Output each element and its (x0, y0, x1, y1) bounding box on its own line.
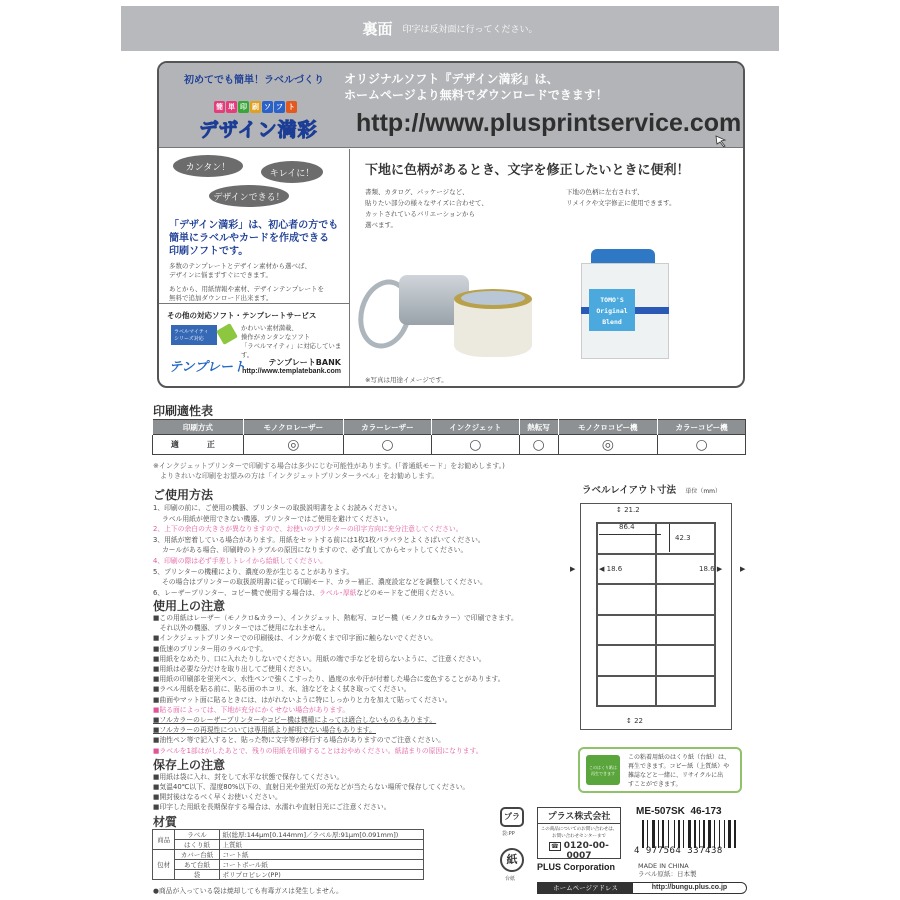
text-line: すことができます。 (628, 781, 682, 788)
table-row (153, 830, 424, 840)
top-banner (121, 6, 779, 51)
recycle-notice (578, 747, 742, 793)
homepage-label: ホームページアドレス (538, 883, 633, 893)
storage-list (153, 772, 469, 812)
group-cell: 包材 (153, 850, 175, 880)
text-line: 再生できます。コピー紙（上質紙）や (628, 763, 730, 770)
tag-icon (216, 323, 238, 345)
usage-item: ラベル用紙が使用できない機器、プリンターではご使用を避けてください。 (153, 514, 393, 523)
soft-char-badge: 簡 (216, 103, 223, 111)
paper-label: 台紙 (505, 876, 516, 882)
dim-value: 18.6 (606, 565, 623, 573)
materials-note: ●商品が入っている袋は焼却しても有毒ガスは発生しません。 (153, 887, 343, 895)
caution-item: ■ラベル用紙を貼る前に、貼る面のホコリ、水、油などをよく拭き取ってください。 (153, 685, 411, 694)
storage-title: 保存上の注意 (153, 758, 226, 772)
table-header: 熱転写 (519, 420, 558, 435)
text-line: 「ラベルマイティ」に対応しています。 (241, 343, 342, 359)
corp-english-name: PLUS Corporation (537, 862, 615, 872)
table-row (153, 870, 424, 880)
logo-soft-badges (214, 101, 297, 113)
layout-title (582, 482, 721, 496)
bottom-margin-dim: ↕ 22 (626, 717, 644, 725)
label-height-dim: 42.3 (675, 534, 691, 542)
promo-header (159, 63, 743, 148)
left-arrow-icon: ▶ (570, 565, 576, 573)
text-line: お問い合わせセンターまで (552, 834, 606, 839)
cautions-title: 使用上の注意 (153, 599, 226, 613)
table-header-row (153, 420, 746, 435)
text-line: 下地の色柄に左右されず、 (566, 188, 644, 196)
software-description-heading (169, 219, 338, 258)
soft-char-badge: 刷 (252, 103, 259, 111)
use-case-heading: 下地に色柄があるとき、文字を修正したいときに便利！ (365, 163, 690, 178)
tin-label-line: TOMO'S (600, 296, 624, 304)
item-cell: カバー台紙 (175, 850, 219, 860)
contact-text (538, 826, 620, 840)
caution-item: ■インクジェットプリンターでの印刷後は、インクが乾くまで印字面に触らないでください。 (153, 634, 437, 643)
free-dial-number (538, 841, 620, 861)
dial-value: 0120-00-0007 (563, 841, 609, 861)
company-name: プラス株式会社 (538, 808, 620, 824)
body-line: 多数のテンプレートとデザイン素材から選べば、 (169, 262, 311, 270)
right-arrow-icon: ▶ (740, 565, 746, 573)
caution-item: ■貼る面によっては、下地が充分にかくせない場合があります。 (153, 705, 350, 714)
barcode-number: 4 977564 337438 (634, 846, 723, 856)
other-services-section (159, 303, 350, 388)
width-arrow-line (599, 534, 661, 535)
caution-item: ■低速のプリンター用のラベルです。 (153, 644, 268, 653)
table-header: インクジェット (431, 420, 519, 435)
origin-note: ラベル原紙：日本製 (638, 870, 697, 878)
tin-label-line: Original (596, 307, 628, 315)
logo-name: デザイン満彩 (199, 119, 318, 141)
homepage-bar (537, 882, 747, 894)
usage-item: 5、プリンターの機種により、濃度の差が生じることがあります。 (153, 567, 354, 576)
company-contact-box (537, 807, 621, 859)
caution-item: ■用紙の印刷部を蛍光ペン、水性ペンで強くこすったり、過度の水や汗が付着した場合に変色することがあります。 (153, 675, 505, 684)
note-line: よりきれいな印刷をお望みの方は「インクジェットプリンターラベル」をお勧めします。 (153, 472, 439, 480)
materials-table (152, 829, 424, 880)
speech-bubble: カンタン！ (173, 155, 243, 177)
body-line: あとから、用紙情報や素材、デザインテンプレートを (169, 285, 324, 293)
usage-item: 3、用紙が密着している場合があります。用紙をセットする前には1枚1枚パラパラとよくさばいてください。 (153, 535, 485, 544)
soft-char-badge: 印 (240, 103, 247, 111)
item-cell: あて台紙 (175, 860, 219, 870)
materials-title: 材質 (153, 815, 178, 829)
software-description-body (169, 262, 324, 303)
storage-item: ■印字した用紙を長期保存する場合は、水濡れや直射日光にご注意ください。 (153, 803, 391, 811)
text-line: この粘着用紙のはくり紙（台紙）は、 (628, 754, 731, 761)
value-cell: 上質紙 (219, 840, 423, 850)
item-cell: ラベル (175, 830, 219, 840)
usage-item: その場合はプリンターの取扱説明書に従って印刷モード、カラー補正、濃度設定などを調整してください。 (153, 578, 487, 587)
origin-info (638, 862, 697, 878)
dim-value: 22 (634, 717, 644, 725)
tin-label-line: Blend (602, 318, 622, 326)
label-grid (596, 522, 716, 707)
caution-item: ■曲面やマット面に貼るときには、はがれないように特にしっかりと力を加えて貼ってください。 (153, 695, 452, 704)
promo-left-column (159, 149, 350, 303)
template-bank-url[interactable]: http://www.templatebank.com (242, 368, 341, 375)
note-line: ※インクジェットプリンターで印刷する場合は多少にじむ可能性があります。(「普通紙モード」をお勧めします。) (153, 462, 505, 470)
right-margin-dim: 18.6 ▶ (699, 565, 723, 573)
template-logo: テンプレート (169, 360, 246, 375)
recycle-text (628, 753, 730, 789)
headline-line-2: ホームページより無料でダウンロードできます！ (344, 88, 608, 102)
table-row (153, 435, 746, 455)
soft-char-badge: 単 (228, 103, 235, 111)
height-arrow-line (669, 524, 670, 552)
caution-item: ■フルカラーのレーザープリンターやコピー機は機種によっては適合しないものもあります。 (153, 716, 437, 725)
storage-item: ■開封後はなるべく早くお使いください。 (153, 793, 282, 801)
usage-item: カールがある場合、印刷時のトラブルの原因になりますので、必ず直してからセットしてください。 (153, 546, 468, 555)
label-mighty-text (241, 324, 349, 360)
label-layout-diagram (580, 503, 732, 730)
table-header: カラーコピー機 (658, 420, 746, 435)
free-dial-icon: ☎ (551, 843, 559, 850)
body-line: デザインに悩まずすぐにできます。 (169, 271, 273, 279)
storage-item: ■用紙は袋に入れ、封をして水平な状態で保存してください。 (153, 773, 344, 781)
template-bank-name: テンプレートBANK (268, 358, 341, 367)
badge-line: シリーズ対応 (174, 336, 204, 342)
caution-item: ■ラベルを1部はがしたあとで、残りの用紙を印刷することはおやめください。紙詰まりの原因になります。 (153, 746, 483, 755)
other-services-title: その他の対応ソフト・テンプレートサービス (167, 311, 317, 320)
table-row (153, 840, 424, 850)
made-in: MADE IN CHINA (638, 862, 689, 870)
usage-list (153, 503, 576, 598)
dim-value: 18.6 (699, 565, 715, 573)
layout-unit: 単位（mm） (685, 488, 722, 495)
value-cell: 紙(総厚:144μm[0.144mm]／ラベル厚:91μm[0.091mm]) (219, 830, 423, 840)
item-cell: 袋 (175, 870, 219, 880)
round-tins-photo (359, 267, 529, 357)
usage-title: ご使用方法 (153, 488, 214, 502)
paper-recycle-icon: 紙 (500, 848, 524, 872)
badge-line: ラベルマイティ (174, 329, 209, 335)
pla-recycle-icon: プラ (500, 807, 524, 827)
table-row (153, 850, 424, 860)
suitability-title: 印刷適性表 (153, 404, 214, 418)
suitability-mark: ○ (658, 435, 746, 455)
caution-item: ■フルカラーの再現性については専用紙より鮮明でない場合もあります。 (153, 726, 376, 735)
soft-char-badge: フ (276, 103, 283, 111)
usage-item: 6、レーザープリンター、コピー機で使用する場合は、ラベル･厚紙などのモードをご使用ください。 (153, 588, 459, 597)
tea-tin-photo (581, 249, 671, 359)
text-line: 選べます。 (365, 221, 397, 229)
text-line: 雑誌などと一緒に、リサイクルに出 (628, 772, 724, 779)
usage-item: 4、印刷の際は必ず手差しトレイから給紙してください。 (153, 556, 327, 565)
barcode (642, 820, 744, 848)
logo-tagline: 初めてでも簡単！ラベルづくり (184, 75, 324, 86)
suitability-mark: ○ (343, 435, 431, 455)
promo-right-column (351, 149, 745, 388)
caution-item: ■この用紙はレーザー（モノクロ&カラー）、インクジェット、熱転写、コピー機（モノクロ&カラー）で印刷できます。 (153, 614, 518, 622)
body-line: 無料で追加ダウンロード出来ます。 (169, 294, 273, 302)
usage-item: 2、上下の余白の大きさが異なりますので、お使いのプリンターの印字方向に充分注意してください。 (153, 525, 463, 534)
text-line: 貼りたい部分の様々なサイズに合わせて、 (365, 199, 488, 207)
use-case-text-2 (566, 187, 676, 209)
homepage-url-link[interactable]: http://bungu.plus.co.jp (651, 884, 728, 891)
text-line: リメイクや文字修正に使用できます。 (566, 199, 676, 207)
speech-bubble: デザインできる！ (209, 185, 289, 207)
suitability-mark: ○ (519, 435, 558, 455)
heading-line: 印刷ソフトです。 (169, 246, 249, 257)
value-cell: コートボール紙 (219, 860, 423, 870)
table-header: 印刷方式 (153, 420, 244, 435)
caution-item: ■油性ペン等で記入すると、貼った物に文字等が移行する場合がありますのでご注意ください。 (153, 736, 445, 745)
text-line: かわいい素材満載、 (241, 325, 298, 332)
layout-title-text: ラベルレイアウト寸法 (582, 485, 677, 496)
headline-line-1: オリジナルソフト『デザイン満彩』は、 (344, 72, 559, 86)
banner-title: 裏面 (362, 20, 393, 38)
top-margin-dim: ↕ 21.2 (616, 506, 640, 514)
recycle-icon: このはくり紙は再生できます (586, 755, 620, 785)
table-row (153, 860, 424, 870)
caution-item: ■用紙は必要な分だけを取り出してご使用ください。 (153, 665, 316, 674)
speech-bubble: キレイに！ (261, 161, 323, 183)
text-line: 操作がカンタンなソフト (241, 334, 311, 341)
caution-item: ■用紙をなめたり、口に入れたりしないでください。用紙の端で手などを切らないように、ご注意ください。 (153, 654, 486, 663)
use-case-text-1 (365, 187, 488, 231)
row-label: 適 正 (153, 435, 244, 455)
design-mansai-logo (169, 69, 339, 145)
photo-note: ※写真は用途イメージです。 (365, 376, 448, 384)
caution-item: それ以外の機器、プリンターではご使用になれません。 (153, 624, 330, 633)
dim-value: 21.2 (624, 506, 640, 514)
promo-url-link[interactable]: http://www.plusprintservice.com (356, 109, 742, 137)
suitability-mark: ◎ (243, 435, 343, 455)
cautions-list (153, 613, 573, 756)
value-cell: ポリプロピレン(PP) (219, 870, 423, 880)
table-header: カラーレーザー (343, 420, 431, 435)
suitability-mark: ◎ (558, 435, 658, 455)
suitability-table (152, 419, 746, 455)
text-line: 書類、カタログ、パッケージなど、 (365, 188, 469, 196)
table-header: モノクロレーザー (243, 420, 343, 435)
soft-char-badge: ソ (264, 103, 271, 111)
heading-line: 簡単にラベルやカードを作成できる (169, 233, 329, 244)
pla-label: 袋:PP (502, 831, 515, 837)
left-margin-dim: ◀ 18.6 (599, 565, 623, 573)
inkjet-note (153, 461, 505, 481)
label-mighty-badge (171, 325, 217, 345)
promo-panel (157, 61, 745, 388)
item-cell: はくり紙 (175, 840, 219, 850)
promo-headline (344, 71, 608, 103)
usage-item: 1、印刷の前に、ご使用の機器、プリンターの取扱説明書をよくお読みください。 (153, 504, 402, 512)
product-code: ME-507SK 46-173 (636, 806, 722, 817)
heading-line: 「デザイン満彩」は、初心者の方でも (169, 220, 339, 231)
value-cell: コート紙 (219, 850, 423, 860)
cursor-arrow-icon (715, 135, 727, 147)
banner-subtitle: 印字は反対面に行ってください。 (402, 25, 538, 35)
soft-char-badge: ト (288, 103, 295, 111)
group-cell: 商品 (153, 830, 175, 850)
tin-label (589, 289, 635, 331)
text-line: カットされているバリエーションから (365, 210, 476, 218)
suitability-mark: ○ (431, 435, 519, 455)
label-width-dim: 86.4 (619, 523, 635, 531)
table-header: モノクロコピー機 (558, 420, 658, 435)
text-line: この商品についてのお問い合わせは、 (540, 827, 618, 832)
storage-item: ■気温40℃以下、湿度80%以下の、直射日光や蛍光灯の光などが当たらない場所で保存してください。 (153, 783, 470, 791)
